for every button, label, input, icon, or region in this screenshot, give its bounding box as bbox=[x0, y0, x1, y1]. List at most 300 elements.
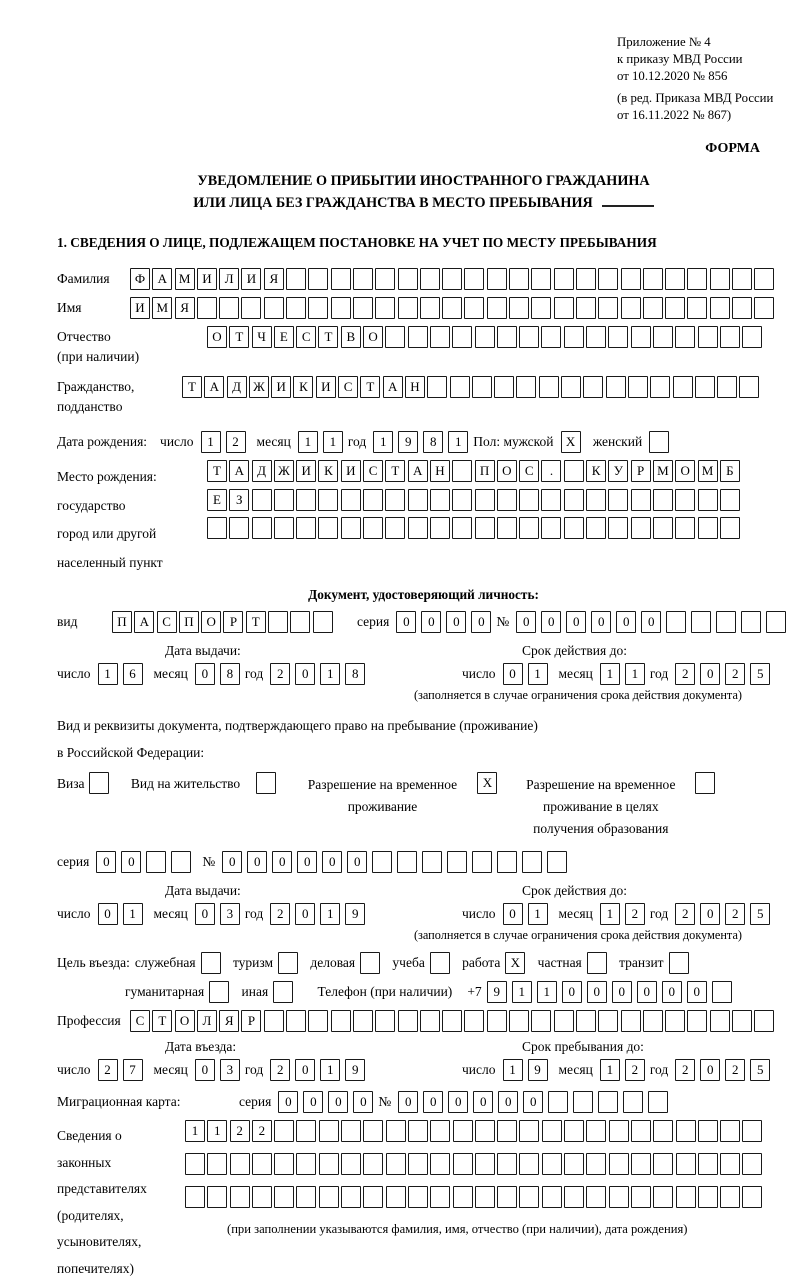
citizenship-boxes-cell-21[interactable] bbox=[628, 376, 648, 398]
representatives-row3-boxes-cell-4[interactable] bbox=[252, 1186, 272, 1208]
migration-number-boxes-cell-10[interactable] bbox=[623, 1091, 643, 1113]
residence-number-boxes-cell-14[interactable] bbox=[547, 851, 567, 873]
birth-place-row1-boxes-cell-24[interactable]: Б bbox=[720, 460, 740, 482]
birth-place-row2-boxes-cell-23[interactable] bbox=[698, 489, 718, 511]
patronymic-boxes-cell-7[interactable]: В bbox=[341, 326, 361, 348]
doc-number-boxes-cell-11[interactable] bbox=[766, 611, 786, 633]
birth-place-row3-boxes-cell-18[interactable] bbox=[586, 517, 606, 539]
given-name-boxes-cell-24[interactable] bbox=[643, 297, 663, 319]
birth-place-row2-boxes-cell-2[interactable]: З bbox=[229, 489, 249, 511]
residence-issue-year-boxes-cell-1[interactable]: 2 bbox=[270, 903, 290, 925]
given-name-boxes-cell-4[interactable] bbox=[197, 297, 217, 319]
profession-boxes-cell-16[interactable] bbox=[464, 1010, 484, 1032]
doc-number-boxes-cell-2[interactable]: 0 bbox=[541, 611, 561, 633]
birth-month-boxes-cell-1[interactable]: 1 bbox=[298, 431, 318, 453]
patronymic-boxes-cell-24[interactable] bbox=[720, 326, 740, 348]
residence-valid-month-boxes-cell-2[interactable]: 2 bbox=[625, 903, 645, 925]
surname-boxes-cell-25[interactable] bbox=[665, 268, 685, 290]
given-name-boxes-cell-25[interactable] bbox=[665, 297, 685, 319]
patronymic-boxes-cell-25[interactable] bbox=[742, 326, 762, 348]
representatives-row1-boxes-cell-4[interactable]: 2 bbox=[252, 1120, 272, 1142]
surname-boxes-cell-11[interactable] bbox=[353, 268, 373, 290]
residence-series-boxes-cell-4[interactable] bbox=[171, 851, 191, 873]
patronymic-boxes-cell-14[interactable] bbox=[497, 326, 517, 348]
entry-month-boxes-cell-1[interactable]: 0 bbox=[195, 1059, 215, 1081]
entry-year-boxes-cell-4[interactable]: 9 bbox=[345, 1059, 365, 1081]
profession-boxes-cell-13[interactable] bbox=[398, 1010, 418, 1032]
representatives-row1-boxes-cell-24[interactable] bbox=[698, 1120, 718, 1142]
profession-boxes-cell-6[interactable]: Р bbox=[241, 1010, 261, 1032]
residence-number-boxes-cell-7[interactable] bbox=[372, 851, 392, 873]
citizenship-boxes-cell-3[interactable]: Д bbox=[227, 376, 247, 398]
purpose-work-checkbox-cell-1[interactable]: X bbox=[505, 952, 525, 974]
identity-valid-year-boxes-cell-4[interactable]: 5 bbox=[750, 663, 770, 685]
birth-place-row3-boxes-cell-24[interactable] bbox=[720, 517, 740, 539]
representatives-row1-boxes-cell-10[interactable] bbox=[386, 1120, 406, 1142]
residence-issue-day-boxes-cell-1[interactable]: 0 bbox=[98, 903, 118, 925]
temp-residence-checkbox-cell-1[interactable]: X bbox=[477, 772, 497, 794]
stay-year-boxes-cell-3[interactable]: 2 bbox=[725, 1059, 745, 1081]
representatives-row1-boxes-cell-16[interactable] bbox=[519, 1120, 539, 1142]
citizenship-boxes-cell-9[interactable]: Т bbox=[360, 376, 380, 398]
birth-place-row2-boxes-cell-19[interactable] bbox=[608, 489, 628, 511]
representatives-row3-boxes-cell-1[interactable] bbox=[185, 1186, 205, 1208]
given-name-boxes-cell-21[interactable] bbox=[576, 297, 596, 319]
phone-boxes-cell-10[interactable] bbox=[712, 981, 732, 1003]
representatives-row1-boxes-cell-18[interactable] bbox=[564, 1120, 584, 1142]
migration-number-boxes-cell-4[interactable]: 0 bbox=[473, 1091, 493, 1113]
patronymic-boxes-cell-6[interactable]: Т bbox=[318, 326, 338, 348]
birth-place-row3-boxes-cell-6[interactable] bbox=[318, 517, 338, 539]
surname-boxes-cell-21[interactable] bbox=[576, 268, 596, 290]
representatives-row3-boxes-cell-2[interactable] bbox=[207, 1186, 227, 1208]
birth-day-boxes-cell-2[interactable]: 2 bbox=[226, 431, 246, 453]
entry-year-boxes-cell-2[interactable]: 0 bbox=[295, 1059, 315, 1081]
identity-valid-year-boxes-cell-2[interactable]: 0 bbox=[700, 663, 720, 685]
representatives-row1-boxes-cell-12[interactable] bbox=[430, 1120, 450, 1142]
patronymic-boxes-cell-17[interactable] bbox=[564, 326, 584, 348]
birth-place-row3-boxes-cell-9[interactable] bbox=[385, 517, 405, 539]
identity-valid-month-boxes-cell-2[interactable]: 1 bbox=[625, 663, 645, 685]
profession-boxes-cell-23[interactable] bbox=[621, 1010, 641, 1032]
representatives-row2-boxes-cell-9[interactable] bbox=[363, 1153, 383, 1175]
surname-boxes-cell-10[interactable] bbox=[331, 268, 351, 290]
representatives-row2-boxes-cell-4[interactable] bbox=[252, 1153, 272, 1175]
surname-boxes-cell-26[interactable] bbox=[687, 268, 707, 290]
doc-kind-boxes-cell-1[interactable]: П bbox=[112, 611, 132, 633]
representatives-row1-boxes-cell-19[interactable] bbox=[586, 1120, 606, 1142]
representatives-row2-boxes-cell-18[interactable] bbox=[564, 1153, 584, 1175]
representatives-row2-boxes-cell-1[interactable] bbox=[185, 1153, 205, 1175]
citizenship-boxes-cell-14[interactable] bbox=[472, 376, 492, 398]
given-name-boxes-cell-2[interactable]: М bbox=[152, 297, 172, 319]
profession-boxes-cell-17[interactable] bbox=[487, 1010, 507, 1032]
representatives-row1-boxes-cell-5[interactable] bbox=[274, 1120, 294, 1142]
entry-year-boxes-cell-1[interactable]: 2 bbox=[270, 1059, 290, 1081]
profession-boxes-cell-4[interactable]: Л bbox=[197, 1010, 217, 1032]
phone-boxes-cell-9[interactable]: 0 bbox=[687, 981, 707, 1003]
given-name-boxes-cell-23[interactable] bbox=[621, 297, 641, 319]
citizenship-boxes-cell-16[interactable] bbox=[516, 376, 536, 398]
citizenship-boxes-cell-1[interactable]: Т bbox=[182, 376, 202, 398]
patronymic-boxes-cell-10[interactable] bbox=[408, 326, 428, 348]
birth-place-row3-boxes-cell-12[interactable] bbox=[452, 517, 472, 539]
citizenship-boxes-cell-11[interactable]: Н bbox=[405, 376, 425, 398]
representatives-row1-boxes-cell-20[interactable] bbox=[609, 1120, 629, 1142]
birth-place-row1-boxes-cell-5[interactable]: И bbox=[296, 460, 316, 482]
representatives-row2-boxes-cell-25[interactable] bbox=[720, 1153, 740, 1175]
doc-series-boxes-cell-3[interactable]: 0 bbox=[446, 611, 466, 633]
citizenship-boxes-cell-4[interactable]: Ж bbox=[249, 376, 269, 398]
doc-kind-boxes-cell-4[interactable]: П bbox=[179, 611, 199, 633]
residence-number-boxes-cell-12[interactable] bbox=[497, 851, 517, 873]
representatives-row1-boxes-cell-11[interactable] bbox=[408, 1120, 428, 1142]
representatives-row2-boxes-cell-8[interactable] bbox=[341, 1153, 361, 1175]
profession-boxes-cell-20[interactable] bbox=[554, 1010, 574, 1032]
residence-number-boxes-cell-13[interactable] bbox=[522, 851, 542, 873]
given-name-boxes-cell-11[interactable] bbox=[353, 297, 373, 319]
birth-place-row3-boxes-cell-13[interactable] bbox=[475, 517, 495, 539]
residence-valid-year-boxes-cell-3[interactable]: 2 bbox=[725, 903, 745, 925]
birth-place-row2-boxes-cell-12[interactable] bbox=[452, 489, 472, 511]
doc-kind-boxes-cell-5[interactable]: О bbox=[201, 611, 221, 633]
representatives-row3-boxes-cell-13[interactable] bbox=[453, 1186, 473, 1208]
birth-place-row2-boxes-cell-7[interactable] bbox=[341, 489, 361, 511]
patronymic-boxes-cell-11[interactable] bbox=[430, 326, 450, 348]
representatives-row2-boxes-cell-3[interactable] bbox=[230, 1153, 250, 1175]
surname-boxes-cell-28[interactable] bbox=[732, 268, 752, 290]
birth-place-row3-boxes-cell-11[interactable] bbox=[430, 517, 450, 539]
surname-boxes-cell-29[interactable] bbox=[754, 268, 774, 290]
representatives-row2-boxes-cell-5[interactable] bbox=[274, 1153, 294, 1175]
representatives-row3-boxes-cell-25[interactable] bbox=[720, 1186, 740, 1208]
profession-boxes-cell-21[interactable] bbox=[576, 1010, 596, 1032]
residence-issue-year-boxes-cell-3[interactable]: 1 bbox=[320, 903, 340, 925]
birth-place-row3-boxes-cell-7[interactable] bbox=[341, 517, 361, 539]
representatives-row3-boxes-cell-22[interactable] bbox=[653, 1186, 673, 1208]
patronymic-boxes-cell-22[interactable] bbox=[675, 326, 695, 348]
residence-number-boxes-cell-8[interactable] bbox=[397, 851, 417, 873]
identity-issue-month-boxes-cell-2[interactable]: 8 bbox=[220, 663, 240, 685]
birth-year-boxes-cell-4[interactable]: 1 bbox=[448, 431, 468, 453]
stay-year-boxes-cell-2[interactable]: 0 bbox=[700, 1059, 720, 1081]
patronymic-boxes-cell-5[interactable]: С bbox=[296, 326, 316, 348]
doc-series-boxes-cell-4[interactable]: 0 bbox=[471, 611, 491, 633]
entry-month-boxes-cell-2[interactable]: 3 bbox=[220, 1059, 240, 1081]
phone-boxes-cell-2[interactable]: 1 bbox=[512, 981, 532, 1003]
purpose-business-checkbox-cell-1[interactable] bbox=[360, 952, 380, 974]
birth-place-row1-boxes-cell-21[interactable]: М bbox=[653, 460, 673, 482]
residence-number-boxes-cell-11[interactable] bbox=[472, 851, 492, 873]
patronymic-boxes-cell-4[interactable]: Е bbox=[274, 326, 294, 348]
birth-place-row1-boxes-cell-14[interactable]: О bbox=[497, 460, 517, 482]
birth-place-row2-boxes-cell-14[interactable] bbox=[497, 489, 517, 511]
birth-place-row2-boxes-cell-18[interactable] bbox=[586, 489, 606, 511]
given-name-boxes-cell-12[interactable] bbox=[375, 297, 395, 319]
birth-place-row2-boxes-cell-22[interactable] bbox=[675, 489, 695, 511]
identity-issue-year-boxes-cell-1[interactable]: 2 bbox=[270, 663, 290, 685]
surname-boxes-cell-12[interactable] bbox=[375, 268, 395, 290]
birth-place-row3-boxes-cell-17[interactable] bbox=[564, 517, 584, 539]
profession-boxes-cell-25[interactable] bbox=[665, 1010, 685, 1032]
birth-place-row1-boxes-cell-6[interactable]: К bbox=[318, 460, 338, 482]
residence-issue-month-boxes-cell-1[interactable]: 0 bbox=[195, 903, 215, 925]
patronymic-boxes-cell-15[interactable] bbox=[519, 326, 539, 348]
citizenship-boxes-cell-26[interactable] bbox=[739, 376, 759, 398]
migration-number-boxes-cell-7[interactable] bbox=[548, 1091, 568, 1113]
surname-boxes-cell-3[interactable]: М bbox=[175, 268, 195, 290]
profession-boxes-cell-15[interactable] bbox=[442, 1010, 462, 1032]
surname-boxes-cell-8[interactable] bbox=[286, 268, 306, 290]
phone-boxes-cell-3[interactable]: 1 bbox=[537, 981, 557, 1003]
profession-boxes-cell-27[interactable] bbox=[710, 1010, 730, 1032]
doc-number-boxes-cell-5[interactable]: 0 bbox=[616, 611, 636, 633]
representatives-row2-boxes-cell-13[interactable] bbox=[453, 1153, 473, 1175]
residence-valid-year-boxes-cell-4[interactable]: 5 bbox=[750, 903, 770, 925]
stay-day-boxes-cell-1[interactable]: 1 bbox=[503, 1059, 523, 1081]
profession-boxes-cell-19[interactable] bbox=[531, 1010, 551, 1032]
representatives-row3-boxes-cell-7[interactable] bbox=[319, 1186, 339, 1208]
representatives-row2-boxes-cell-17[interactable] bbox=[542, 1153, 562, 1175]
representatives-row3-boxes-cell-6[interactable] bbox=[296, 1186, 316, 1208]
citizenship-boxes-cell-8[interactable]: С bbox=[338, 376, 358, 398]
profession-boxes-cell-11[interactable] bbox=[353, 1010, 373, 1032]
residence-permit-checkbox-cell-1[interactable] bbox=[256, 772, 276, 794]
patronymic-boxes-cell-23[interactable] bbox=[698, 326, 718, 348]
representatives-row1-boxes-cell-23[interactable] bbox=[676, 1120, 696, 1142]
residence-number-boxes-cell-6[interactable]: 0 bbox=[347, 851, 367, 873]
patronymic-boxes-cell-19[interactable] bbox=[608, 326, 628, 348]
given-name-boxes-cell-22[interactable] bbox=[598, 297, 618, 319]
migration-number-boxes-cell-6[interactable]: 0 bbox=[523, 1091, 543, 1113]
visa-checkbox-cell-1[interactable] bbox=[89, 772, 109, 794]
stay-year-boxes-cell-1[interactable]: 2 bbox=[675, 1059, 695, 1081]
representatives-row2-boxes-cell-6[interactable] bbox=[296, 1153, 316, 1175]
migration-series-boxes-cell-1[interactable]: 0 bbox=[278, 1091, 298, 1113]
representatives-row3-boxes-cell-24[interactable] bbox=[698, 1186, 718, 1208]
surname-boxes-cell-7[interactable]: Я bbox=[264, 268, 284, 290]
profession-boxes-cell-12[interactable] bbox=[375, 1010, 395, 1032]
profession-boxes-cell-22[interactable] bbox=[598, 1010, 618, 1032]
migration-number-boxes-cell-2[interactable]: 0 bbox=[423, 1091, 443, 1113]
representatives-row1-boxes-cell-15[interactable] bbox=[497, 1120, 517, 1142]
doc-kind-boxes-cell-8[interactable] bbox=[268, 611, 288, 633]
residence-valid-day-boxes-cell-2[interactable]: 1 bbox=[528, 903, 548, 925]
surname-boxes-cell-2[interactable]: А bbox=[152, 268, 172, 290]
purpose-transit-checkbox-cell-1[interactable] bbox=[669, 952, 689, 974]
citizenship-boxes-cell-22[interactable] bbox=[650, 376, 670, 398]
patronymic-boxes-cell-21[interactable] bbox=[653, 326, 673, 348]
birth-place-row3-boxes-cell-23[interactable] bbox=[698, 517, 718, 539]
birth-place-row1-boxes-cell-1[interactable]: Т bbox=[207, 460, 227, 482]
identity-issue-month-boxes-cell-1[interactable]: 0 bbox=[195, 663, 215, 685]
migration-number-boxes-cell-5[interactable]: 0 bbox=[498, 1091, 518, 1113]
identity-valid-day-boxes-cell-2[interactable]: 1 bbox=[528, 663, 548, 685]
representatives-row1-boxes-cell-21[interactable] bbox=[631, 1120, 651, 1142]
given-name-boxes-cell-29[interactable] bbox=[754, 297, 774, 319]
phone-boxes-cell-1[interactable]: 9 bbox=[487, 981, 507, 1003]
doc-number-boxes-cell-3[interactable]: 0 bbox=[566, 611, 586, 633]
representatives-row1-boxes-cell-8[interactable] bbox=[341, 1120, 361, 1142]
representatives-row3-boxes-cell-9[interactable] bbox=[363, 1186, 383, 1208]
birth-place-row3-boxes-cell-2[interactable] bbox=[229, 517, 249, 539]
doc-number-boxes-cell-4[interactable]: 0 bbox=[591, 611, 611, 633]
representatives-row3-boxes-cell-26[interactable] bbox=[742, 1186, 762, 1208]
representatives-row3-boxes-cell-19[interactable] bbox=[586, 1186, 606, 1208]
citizenship-boxes-cell-25[interactable] bbox=[717, 376, 737, 398]
migration-number-boxes-cell-11[interactable] bbox=[648, 1091, 668, 1113]
surname-boxes-cell-15[interactable] bbox=[442, 268, 462, 290]
birth-place-row2-boxes-cell-24[interactable] bbox=[720, 489, 740, 511]
profession-boxes-cell-1[interactable]: С bbox=[130, 1010, 150, 1032]
citizenship-boxes-cell-7[interactable]: И bbox=[316, 376, 336, 398]
birth-place-row3-boxes-cell-1[interactable] bbox=[207, 517, 227, 539]
birth-place-row1-boxes-cell-12[interactable] bbox=[452, 460, 472, 482]
gender-male-checkbox-cell-1[interactable]: X bbox=[561, 431, 581, 453]
birth-place-row1-boxes-cell-22[interactable]: О bbox=[675, 460, 695, 482]
residence-number-boxes-cell-3[interactable]: 0 bbox=[272, 851, 292, 873]
residence-issue-year-boxes-cell-2[interactable]: 0 bbox=[295, 903, 315, 925]
phone-boxes-cell-5[interactable]: 0 bbox=[587, 981, 607, 1003]
migration-number-boxes-cell-1[interactable]: 0 bbox=[398, 1091, 418, 1113]
representatives-row1-boxes-cell-26[interactable] bbox=[742, 1120, 762, 1142]
given-name-boxes-cell-26[interactable] bbox=[687, 297, 707, 319]
given-name-boxes-cell-15[interactable] bbox=[442, 297, 462, 319]
birth-place-row3-boxes-cell-15[interactable] bbox=[519, 517, 539, 539]
birth-place-row1-boxes-cell-17[interactable] bbox=[564, 460, 584, 482]
purpose-other-checkbox-cell-1[interactable] bbox=[273, 981, 293, 1003]
given-name-boxes-cell-19[interactable] bbox=[531, 297, 551, 319]
representatives-row3-boxes-cell-12[interactable] bbox=[430, 1186, 450, 1208]
patronymic-boxes-cell-8[interactable]: О bbox=[363, 326, 383, 348]
profession-boxes-cell-9[interactable] bbox=[308, 1010, 328, 1032]
birth-place-row1-boxes-cell-15[interactable]: С bbox=[519, 460, 539, 482]
representatives-row3-boxes-cell-16[interactable] bbox=[519, 1186, 539, 1208]
citizenship-boxes-cell-12[interactable] bbox=[427, 376, 447, 398]
profession-boxes-cell-18[interactable] bbox=[509, 1010, 529, 1032]
surname-boxes-cell-24[interactable] bbox=[643, 268, 663, 290]
birth-place-row3-boxes-cell-22[interactable] bbox=[675, 517, 695, 539]
residence-valid-year-boxes-cell-1[interactable]: 2 bbox=[675, 903, 695, 925]
citizenship-boxes-cell-20[interactable] bbox=[606, 376, 626, 398]
residence-valid-year-boxes-cell-2[interactable]: 0 bbox=[700, 903, 720, 925]
given-name-boxes-cell-8[interactable] bbox=[286, 297, 306, 319]
citizenship-boxes-cell-10[interactable]: А bbox=[383, 376, 403, 398]
representatives-row1-boxes-cell-7[interactable] bbox=[319, 1120, 339, 1142]
representatives-row2-boxes-cell-24[interactable] bbox=[698, 1153, 718, 1175]
representatives-row2-boxes-cell-21[interactable] bbox=[631, 1153, 651, 1175]
entry-day-boxes-cell-1[interactable]: 2 bbox=[98, 1059, 118, 1081]
profession-boxes-cell-28[interactable] bbox=[732, 1010, 752, 1032]
birth-place-row2-boxes-cell-9[interactable] bbox=[385, 489, 405, 511]
surname-boxes-cell-18[interactable] bbox=[509, 268, 529, 290]
given-name-boxes-cell-17[interactable] bbox=[487, 297, 507, 319]
doc-kind-boxes-cell-10[interactable] bbox=[313, 611, 333, 633]
doc-number-boxes-cell-9[interactable] bbox=[716, 611, 736, 633]
doc-kind-boxes-cell-2[interactable]: А bbox=[134, 611, 154, 633]
birth-place-row1-boxes-cell-23[interactable]: М bbox=[698, 460, 718, 482]
birth-place-row1-boxes-cell-4[interactable]: Ж bbox=[274, 460, 294, 482]
representatives-row3-boxes-cell-23[interactable] bbox=[676, 1186, 696, 1208]
doc-kind-boxes-cell-7[interactable]: Т bbox=[246, 611, 266, 633]
given-name-boxes-cell-27[interactable] bbox=[710, 297, 730, 319]
representatives-row2-boxes-cell-23[interactable] bbox=[676, 1153, 696, 1175]
purpose-humanitarian-checkbox-cell-1[interactable] bbox=[209, 981, 229, 1003]
patronymic-boxes-cell-16[interactable] bbox=[541, 326, 561, 348]
residence-number-boxes-cell-9[interactable] bbox=[422, 851, 442, 873]
surname-boxes-cell-20[interactable] bbox=[554, 268, 574, 290]
birth-place-row3-boxes-cell-8[interactable] bbox=[363, 517, 383, 539]
birth-place-row1-boxes-cell-3[interactable]: Д bbox=[252, 460, 272, 482]
representatives-row2-boxes-cell-15[interactable] bbox=[497, 1153, 517, 1175]
representatives-row1-boxes-cell-6[interactable] bbox=[296, 1120, 316, 1142]
residence-issue-day-boxes-cell-2[interactable]: 1 bbox=[123, 903, 143, 925]
purpose-private-checkbox-cell-1[interactable] bbox=[587, 952, 607, 974]
birth-month-boxes-cell-2[interactable]: 1 bbox=[323, 431, 343, 453]
birth-place-row2-boxes-cell-5[interactable] bbox=[296, 489, 316, 511]
birth-place-row3-boxes-cell-3[interactable] bbox=[252, 517, 272, 539]
residence-number-boxes-cell-5[interactable]: 0 bbox=[322, 851, 342, 873]
birth-place-row2-boxes-cell-15[interactable] bbox=[519, 489, 539, 511]
given-name-boxes-cell-1[interactable]: И bbox=[130, 297, 150, 319]
citizenship-boxes-cell-15[interactable] bbox=[494, 376, 514, 398]
profession-boxes-cell-14[interactable] bbox=[420, 1010, 440, 1032]
surname-boxes-cell-1[interactable]: Ф bbox=[130, 268, 150, 290]
birth-place-row1-boxes-cell-9[interactable]: Т bbox=[385, 460, 405, 482]
representatives-row2-boxes-cell-20[interactable] bbox=[609, 1153, 629, 1175]
surname-boxes-cell-17[interactable] bbox=[487, 268, 507, 290]
residence-number-boxes-cell-10[interactable] bbox=[447, 851, 467, 873]
doc-kind-boxes-cell-9[interactable] bbox=[290, 611, 310, 633]
representatives-row1-boxes-cell-3[interactable]: 2 bbox=[230, 1120, 250, 1142]
doc-number-boxes-cell-7[interactable] bbox=[666, 611, 686, 633]
birth-year-boxes-cell-2[interactable]: 9 bbox=[398, 431, 418, 453]
citizenship-boxes-cell-6[interactable]: К bbox=[293, 376, 313, 398]
birth-place-row1-boxes-cell-2[interactable]: А bbox=[229, 460, 249, 482]
representatives-row1-boxes-cell-13[interactable] bbox=[453, 1120, 473, 1142]
representatives-row2-boxes-cell-7[interactable] bbox=[319, 1153, 339, 1175]
migration-series-boxes-cell-2[interactable]: 0 bbox=[303, 1091, 323, 1113]
birth-day-boxes-cell-1[interactable]: 1 bbox=[201, 431, 221, 453]
patronymic-boxes-cell-1[interactable]: О bbox=[207, 326, 227, 348]
residence-valid-month-boxes-cell-1[interactable]: 1 bbox=[600, 903, 620, 925]
birth-place-row3-boxes-cell-16[interactable] bbox=[541, 517, 561, 539]
surname-boxes-cell-23[interactable] bbox=[621, 268, 641, 290]
birth-year-boxes-cell-3[interactable]: 8 bbox=[423, 431, 443, 453]
representatives-row3-boxes-cell-11[interactable] bbox=[408, 1186, 428, 1208]
representatives-row1-boxes-cell-2[interactable]: 1 bbox=[207, 1120, 227, 1142]
citizenship-boxes-cell-19[interactable] bbox=[583, 376, 603, 398]
birth-place-row3-boxes-cell-5[interactable] bbox=[296, 517, 316, 539]
birth-year-boxes-cell-1[interactable]: 1 bbox=[373, 431, 393, 453]
birth-place-row2-boxes-cell-10[interactable] bbox=[408, 489, 428, 511]
patronymic-boxes-cell-9[interactable] bbox=[385, 326, 405, 348]
patronymic-boxes-cell-20[interactable] bbox=[631, 326, 651, 348]
profession-boxes-cell-3[interactable]: О bbox=[175, 1010, 195, 1032]
profession-boxes-cell-2[interactable]: Т bbox=[152, 1010, 172, 1032]
representatives-row3-boxes-cell-10[interactable] bbox=[386, 1186, 406, 1208]
representatives-row2-boxes-cell-22[interactable] bbox=[653, 1153, 673, 1175]
doc-kind-boxes-cell-6[interactable]: Р bbox=[223, 611, 243, 633]
birth-place-row3-boxes-cell-20[interactable] bbox=[631, 517, 651, 539]
doc-number-boxes-cell-8[interactable] bbox=[691, 611, 711, 633]
migration-number-boxes-cell-9[interactable] bbox=[598, 1091, 618, 1113]
citizenship-boxes-cell-5[interactable]: И bbox=[271, 376, 291, 398]
birth-place-row2-boxes-cell-6[interactable] bbox=[318, 489, 338, 511]
representatives-row2-boxes-cell-19[interactable] bbox=[586, 1153, 606, 1175]
doc-kind-boxes-cell-3[interactable]: С bbox=[157, 611, 177, 633]
surname-boxes-cell-19[interactable] bbox=[531, 268, 551, 290]
